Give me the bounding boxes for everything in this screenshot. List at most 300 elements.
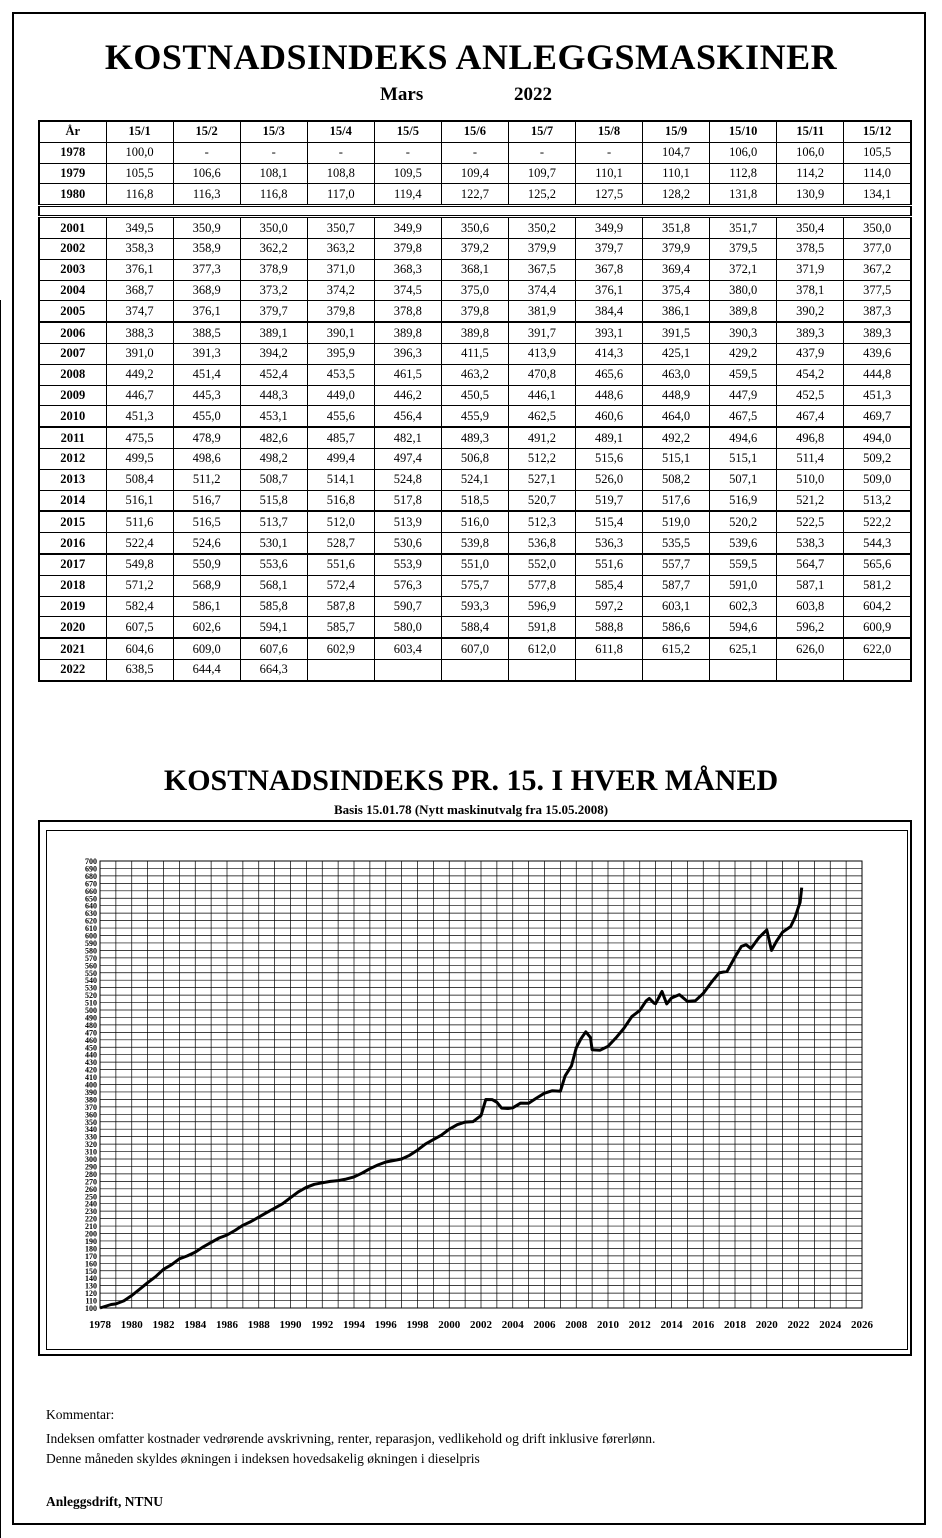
index-cell: 391,5 — [643, 322, 710, 343]
index-cell: 597,2 — [576, 596, 643, 617]
index-cell: 607,6 — [240, 638, 307, 659]
index-cell: 374,4 — [508, 280, 575, 301]
index-cell: 108,8 — [307, 163, 374, 184]
index-cell: 664,3 — [240, 659, 307, 680]
index-cell: 351,8 — [643, 217, 710, 239]
y-tick-label: 610 — [85, 924, 97, 934]
index-cell: 516,9 — [710, 490, 777, 511]
index-cell: 512,0 — [307, 511, 374, 532]
index-cell — [710, 659, 777, 680]
index-cell: 448,9 — [643, 385, 710, 406]
y-tick-label: 540 — [85, 976, 97, 986]
index-cell: 429,2 — [710, 343, 777, 364]
table-gap-row — [39, 206, 911, 217]
row-year: 2002 — [39, 238, 106, 259]
index-cell: 446,7 — [106, 385, 173, 406]
index-cell: 116,8 — [240, 184, 307, 206]
index-cell: 448,6 — [576, 385, 643, 406]
header-month: 15/12 — [844, 121, 911, 142]
y-tick-label: 270 — [85, 1177, 97, 1187]
index-cell: 134,1 — [844, 184, 911, 206]
index-cell: 358,9 — [173, 238, 240, 259]
index-cell: 581,2 — [844, 575, 911, 596]
x-tick-label: 2006 — [533, 1319, 556, 1331]
index-cell: 362,2 — [240, 238, 307, 259]
page-title: KOSTNADSINDEKS ANLEGGSMASKINER — [104, 37, 838, 77]
row-year: 2013 — [39, 469, 106, 490]
index-cell: 350,4 — [777, 217, 844, 239]
index-cell: 518,5 — [441, 490, 508, 511]
y-tick-label: 320 — [85, 1140, 97, 1150]
index-cell: 451,3 — [844, 385, 911, 406]
index-cell: 447,9 — [710, 385, 777, 406]
y-tick-label: 460 — [85, 1035, 97, 1045]
index-cell: 612,0 — [508, 638, 575, 659]
index-cell: 615,2 — [643, 638, 710, 659]
y-tick-label: 340 — [85, 1125, 97, 1135]
index-cell: 381,9 — [508, 301, 575, 322]
index-cell: 389,3 — [844, 322, 911, 343]
index-cell: 368,1 — [441, 259, 508, 280]
index-cell: 387,3 — [844, 301, 911, 322]
index-cell: 350,6 — [441, 217, 508, 239]
index-cell: 378,9 — [240, 259, 307, 280]
index-cell: 460,6 — [576, 406, 643, 427]
index-cell: 106,6 — [173, 163, 240, 184]
table-row — [39, 659, 911, 680]
table-row — [39, 427, 911, 448]
table-row — [39, 385, 911, 406]
row-year: 2020 — [39, 617, 106, 638]
x-tick-label: 2018 — [724, 1319, 746, 1331]
index-cell: 515,1 — [643, 448, 710, 469]
y-tick-label: 310 — [85, 1147, 97, 1157]
y-tick-label: 690 — [85, 864, 97, 874]
index-cell: - — [441, 142, 508, 163]
index-cell: 395,9 — [307, 343, 374, 364]
index-cell: 379,7 — [576, 238, 643, 259]
x-tick-label: 2000 — [438, 1319, 461, 1331]
table-row — [39, 142, 911, 163]
index-cell: 469,7 — [844, 406, 911, 427]
y-tick-label: 410 — [85, 1073, 97, 1083]
index-cell: 105,5 — [106, 163, 173, 184]
index-cell: 379,9 — [643, 238, 710, 259]
index-cell: 391,3 — [173, 343, 240, 364]
table-row — [39, 280, 911, 301]
left-edge-line — [0, 300, 4, 1538]
index-cell: 374,5 — [374, 280, 441, 301]
header-month: 15/11 — [777, 121, 844, 142]
index-cell: 498,2 — [240, 448, 307, 469]
y-tick-label: 350 — [85, 1117, 97, 1127]
y-tick-label: 160 — [85, 1259, 97, 1269]
index-cell: 482,6 — [240, 427, 307, 448]
y-tick-label: 530 — [85, 983, 97, 993]
y-tick-label: 660 — [85, 886, 97, 896]
index-cell: 372,1 — [710, 259, 777, 280]
index-cell: 568,9 — [173, 575, 240, 596]
index-cell: 511,6 — [106, 511, 173, 532]
row-year: 1978 — [39, 142, 106, 163]
x-tick-label: 1998 — [406, 1319, 429, 1331]
index-cell: 114,0 — [844, 163, 911, 184]
y-tick-label: 670 — [85, 879, 97, 889]
index-cell: 451,4 — [173, 364, 240, 385]
index-cell: 350,2 — [508, 217, 575, 239]
index-cell: 377,3 — [173, 259, 240, 280]
index-cell: 499,5 — [106, 448, 173, 469]
header-month: 15/7 — [508, 121, 575, 142]
y-tick-label: 110 — [85, 1296, 97, 1306]
y-tick-label: 590 — [85, 938, 97, 948]
index-cell: 609,0 — [173, 638, 240, 659]
y-tick-label: 280 — [85, 1169, 97, 1179]
x-tick-label: 1986 — [216, 1319, 238, 1331]
x-tick-label: 2022 — [787, 1319, 810, 1331]
row-year: 2006 — [39, 322, 106, 343]
index-cell: - — [173, 142, 240, 163]
index-cell: 391,7 — [508, 322, 575, 343]
index-cell: 530,6 — [374, 533, 441, 554]
x-tick-label: 2020 — [755, 1319, 778, 1331]
index-cell: 496,8 — [777, 427, 844, 448]
index-cell: 586,1 — [173, 596, 240, 617]
header-month: 15/3 — [240, 121, 307, 142]
index-cell: 602,3 — [710, 596, 777, 617]
y-tick-label: 150 — [85, 1266, 97, 1276]
index-cell: 508,7 — [240, 469, 307, 490]
index-cell: 389,8 — [441, 322, 508, 343]
index-cell: 498,6 — [173, 448, 240, 469]
index-cell: 350,9 — [173, 217, 240, 239]
row-year: 2007 — [39, 343, 106, 364]
row-year: 2008 — [39, 364, 106, 385]
x-tick-label: 2012 — [628, 1319, 651, 1331]
index-cell: 494,6 — [710, 427, 777, 448]
index-cell: 530,1 — [240, 533, 307, 554]
index-cell: 470,8 — [508, 364, 575, 385]
index-cell: 375,4 — [643, 280, 710, 301]
index-cell: 551,6 — [307, 554, 374, 575]
index-cell: 512,3 — [508, 511, 575, 532]
index-cell: 380,0 — [710, 280, 777, 301]
index-cell: 607,5 — [106, 617, 173, 638]
index-cell — [508, 659, 575, 680]
table-row — [39, 238, 911, 259]
index-cell: 516,0 — [441, 511, 508, 532]
x-tick-label: 1988 — [247, 1319, 270, 1331]
header-month: 15/9 — [643, 121, 710, 142]
y-tick-label: 120 — [85, 1289, 97, 1299]
y-tick-label: 700 — [85, 857, 97, 866]
index-cell: - — [374, 142, 441, 163]
index-cell: 577,8 — [508, 575, 575, 596]
index-cell: 536,8 — [508, 533, 575, 554]
index-cell: 515,4 — [576, 511, 643, 532]
index-cell: 368,3 — [374, 259, 441, 280]
index-cell: 539,6 — [710, 533, 777, 554]
table-row — [39, 364, 911, 385]
index-cell: 467,4 — [777, 406, 844, 427]
index-cell: 576,3 — [374, 575, 441, 596]
index-cell: 607,0 — [441, 638, 508, 659]
index-cell: 373,2 — [240, 280, 307, 301]
index-cell: 520,2 — [710, 511, 777, 532]
index-cell: 108,1 — [240, 163, 307, 184]
y-tick-label: 230 — [85, 1207, 97, 1217]
index-cell: 379,8 — [374, 238, 441, 259]
table-row — [39, 638, 911, 659]
index-cell: 444,8 — [844, 364, 911, 385]
index-cell: 376,1 — [106, 259, 173, 280]
y-tick-label: 400 — [85, 1080, 97, 1090]
index-cell: 485,7 — [307, 427, 374, 448]
index-cell: 519,0 — [643, 511, 710, 532]
header-month: 15/2 — [173, 121, 240, 142]
chart-title: KOSTNADSINDEKS PR. 15. I HVER MÅNED — [163, 764, 779, 797]
index-cell: 396,3 — [374, 343, 441, 364]
index-cell: 587,7 — [643, 575, 710, 596]
index-cell: 517,8 — [374, 490, 441, 511]
index-cell: 453,1 — [240, 406, 307, 427]
x-tick-label: 1992 — [311, 1319, 334, 1331]
row-year: 2018 — [39, 575, 106, 596]
y-tick-label: 570 — [85, 953, 97, 963]
index-cell: 391,0 — [106, 343, 173, 364]
y-tick-label: 360 — [85, 1110, 97, 1120]
index-cell: 514,1 — [307, 469, 374, 490]
index-cell: 100,0 — [106, 142, 173, 163]
header-month: 15/8 — [576, 121, 643, 142]
index-cell: 467,5 — [710, 406, 777, 427]
index-cell: 376,1 — [576, 280, 643, 301]
row-year: 2003 — [39, 259, 106, 280]
index-cell: 582,4 — [106, 596, 173, 617]
index-cell: 492,2 — [643, 427, 710, 448]
index-cell: 125,2 — [508, 184, 575, 206]
row-year: 2012 — [39, 448, 106, 469]
index-cell: 452,5 — [777, 385, 844, 406]
y-tick-label: 390 — [85, 1087, 97, 1097]
row-year: 2009 — [39, 385, 106, 406]
y-tick-label: 640 — [85, 901, 97, 911]
index-cell: 394,2 — [240, 343, 307, 364]
row-year: 2016 — [39, 533, 106, 554]
y-tick-label: 100 — [85, 1304, 97, 1313]
table-row — [39, 217, 911, 239]
index-cell: 453,5 — [307, 364, 374, 385]
y-tick-label: 370 — [85, 1102, 97, 1112]
index-cell: 384,4 — [576, 301, 643, 322]
index-cell: 557,7 — [643, 554, 710, 575]
index-cell: 413,9 — [508, 343, 575, 364]
index-cell: 425,1 — [643, 343, 710, 364]
index-cell: 524,6 — [173, 533, 240, 554]
index-cell: 600,9 — [844, 617, 911, 638]
index-cell: 371,0 — [307, 259, 374, 280]
y-tick-label: 220 — [85, 1214, 97, 1224]
index-cell: 564,7 — [777, 554, 844, 575]
index-cell: 517,6 — [643, 490, 710, 511]
index-cell: 130,9 — [777, 184, 844, 206]
index-cell: 450,5 — [441, 385, 508, 406]
index-cell: 591,8 — [508, 617, 575, 638]
index-cell: 127,5 — [576, 184, 643, 206]
index-cell: 465,6 — [576, 364, 643, 385]
index-cell — [576, 659, 643, 680]
x-tick-label: 2024 — [819, 1319, 842, 1331]
index-cell: 559,5 — [710, 554, 777, 575]
index-cell: 478,9 — [173, 427, 240, 448]
index-cell: 482,1 — [374, 427, 441, 448]
x-tick-label: 1996 — [374, 1319, 397, 1331]
index-cell: 378,5 — [777, 238, 844, 259]
index-cell: 538,3 — [777, 533, 844, 554]
x-tick-label: 1980 — [120, 1319, 143, 1331]
y-tick-label: 300 — [85, 1155, 97, 1164]
index-cell: - — [307, 142, 374, 163]
y-tick-label: 600 — [85, 931, 97, 941]
index-cell: 528,7 — [307, 533, 374, 554]
index-cell: 519,7 — [576, 490, 643, 511]
y-tick-label: 290 — [85, 1162, 97, 1172]
header-month: 15/1 — [106, 121, 173, 142]
index-cell: 585,4 — [576, 575, 643, 596]
header-month: 15/6 — [441, 121, 508, 142]
index-cell: 374,7 — [106, 301, 173, 322]
index-cell: 122,7 — [441, 184, 508, 206]
index-cell: 451,3 — [106, 406, 173, 427]
header-month: 15/5 — [374, 121, 441, 142]
index-cell: 386,1 — [643, 301, 710, 322]
y-tick-label: 200 — [85, 1229, 97, 1239]
index-cell: 463,0 — [643, 364, 710, 385]
index-cell: 363,2 — [307, 238, 374, 259]
index-cell: 117,0 — [307, 184, 374, 206]
index-cell: 575,7 — [441, 575, 508, 596]
index-cell: 109,5 — [374, 163, 441, 184]
index-cell: 638,5 — [106, 659, 173, 680]
index-cell: 112,8 — [710, 163, 777, 184]
index-cell: 604,2 — [844, 596, 911, 617]
index-cell: 622,0 — [844, 638, 911, 659]
index-cell: 507,1 — [710, 469, 777, 490]
table-row — [39, 322, 911, 343]
index-cell: 602,6 — [173, 617, 240, 638]
index-cell: 594,6 — [710, 617, 777, 638]
index-cell: 572,4 — [307, 575, 374, 596]
index-cell: 499,4 — [307, 448, 374, 469]
index-cell: 511,2 — [173, 469, 240, 490]
index-cell: 551,0 — [441, 554, 508, 575]
index-table — [38, 120, 912, 682]
table-row — [39, 343, 911, 364]
table-row — [39, 596, 911, 617]
index-cell: 552,0 — [508, 554, 575, 575]
index-cell: 378,1 — [777, 280, 844, 301]
index-cell: 128,2 — [643, 184, 710, 206]
index-cell: 368,7 — [106, 280, 173, 301]
index-cell: 455,9 — [441, 406, 508, 427]
y-tick-label: 490 — [85, 1013, 97, 1023]
header-year: År — [39, 121, 106, 142]
index-cell: 568,1 — [240, 575, 307, 596]
comment-line-1: Indeksen omfatter kostnader vedrørende avskrivning, renter, reparasjon, vedlikehold og drift inklusive førerlønn. — [46, 1431, 656, 1446]
table-row — [39, 469, 911, 490]
index-cell: 358,3 — [106, 238, 173, 259]
index-cell: 571,2 — [106, 575, 173, 596]
table-row — [39, 259, 911, 280]
x-tick-label: 1984 — [184, 1319, 207, 1331]
y-tick-label: 140 — [85, 1274, 97, 1284]
row-year: 2001 — [39, 217, 106, 239]
index-cell: 116,8 — [106, 184, 173, 206]
index-cell: 351,7 — [710, 217, 777, 239]
index-cell: 379,7 — [240, 301, 307, 322]
index-cell: 513,7 — [240, 511, 307, 532]
index-cell: 389,8 — [374, 322, 441, 343]
index-cell: 535,5 — [643, 533, 710, 554]
y-tick-label: 210 — [85, 1222, 97, 1232]
index-cell: 106,0 — [710, 142, 777, 163]
index-cell: 390,3 — [710, 322, 777, 343]
index-cell — [374, 659, 441, 680]
index-cell: 446,1 — [508, 385, 575, 406]
row-year: 2017 — [39, 554, 106, 575]
footer-credit: Anleggsdrift, NTNU — [46, 1494, 163, 1509]
x-tick-label: 2014 — [660, 1319, 683, 1331]
y-tick-label: 500 — [85, 1006, 97, 1015]
row-year: 1980 — [39, 184, 106, 206]
index-cell: - — [576, 142, 643, 163]
y-tick-label: 510 — [85, 998, 97, 1008]
y-tick-label: 450 — [85, 1043, 97, 1053]
index-cell: 445,3 — [173, 385, 240, 406]
index-cell: 494,0 — [844, 427, 911, 448]
index-cell: 587,8 — [307, 596, 374, 617]
table-row — [39, 575, 911, 596]
index-cell: 516,1 — [106, 490, 173, 511]
table-header-row — [39, 121, 911, 142]
index-cell: 446,2 — [374, 385, 441, 406]
index-cell: 520,7 — [508, 490, 575, 511]
index-cell: 105,5 — [844, 142, 911, 163]
index-cell: 448,3 — [240, 385, 307, 406]
index-cell: 379,2 — [441, 238, 508, 259]
comment-line-2: Denne måneden skyldes økningen i indeksen hovedsakelig økningen i dieselpris — [46, 1451, 480, 1466]
index-cell: 625,1 — [710, 638, 777, 659]
index-cell: 349,9 — [374, 217, 441, 239]
table-row — [39, 406, 911, 427]
index-cell: 116,3 — [173, 184, 240, 206]
row-year: 2011 — [39, 427, 106, 448]
index-cell: 603,1 — [643, 596, 710, 617]
index-cell: 369,4 — [643, 259, 710, 280]
index-cell: 611,8 — [576, 638, 643, 659]
index-cell: 455,0 — [173, 406, 240, 427]
index-cell: 109,4 — [441, 163, 508, 184]
table-row — [39, 490, 911, 511]
index-cell: 513,2 — [844, 490, 911, 511]
index-cell: 593,3 — [441, 596, 508, 617]
table-row — [39, 448, 911, 469]
row-year: 2004 — [39, 280, 106, 301]
index-cell: 119,4 — [374, 184, 441, 206]
index-cell: 588,8 — [576, 617, 643, 638]
index-cell: 388,5 — [173, 322, 240, 343]
y-tick-label: 550 — [85, 968, 97, 978]
